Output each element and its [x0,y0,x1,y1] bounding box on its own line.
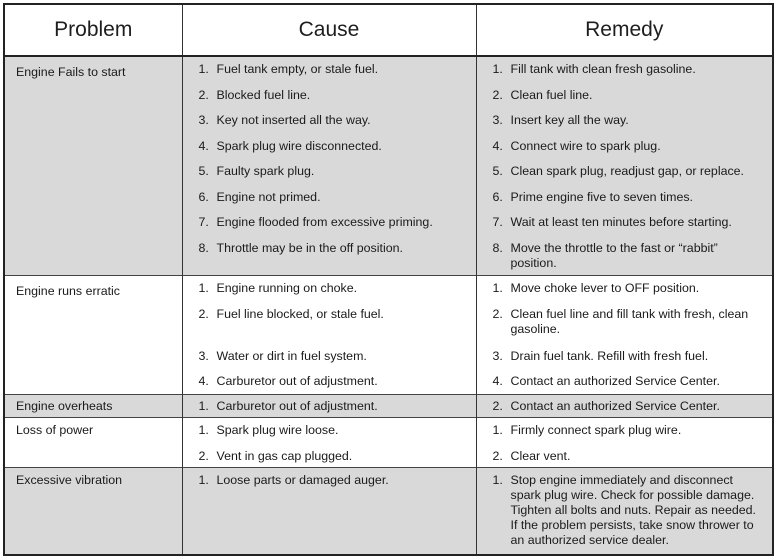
cause-item: 1. Engine running on choke. [198,281,358,295]
remedy-item: 2. Clean fuel line and fill tank with fresh, clean gasoline. [492,307,749,336]
problem-cell [4,56,182,276]
table-row [4,276,773,395]
cause-item: 4. Spark plug wire disconnected. [198,139,382,153]
remedy-cell [476,395,773,418]
problem-header: Problem [4,4,182,56]
cause-item: 3. Water or dirt in fuel system. [198,349,367,363]
remedy-item: 2. Clear vent. [492,449,571,463]
cause-cell [182,276,476,395]
problem-cell [4,276,182,395]
remedy-item: 1. Firmly connect spark plug wire. [492,423,682,437]
remedy-item: 5. Clean spark plug, readjust gap, or replace. [492,164,744,178]
cause-item: 2. Fuel line blocked, or stale fuel. [198,307,384,321]
cause-item: 1. Spark plug wire loose. [198,423,339,437]
table-row [4,395,773,418]
remedy-item: 8. Move the throttle to the fast or “rabbit” position. [492,241,718,270]
cause-item: 2. Vent in gas cap plugged. [198,449,353,463]
table-row [4,418,773,468]
problem-label: Loss of power [16,423,94,437]
cause-item: 3. Key not inserted all the way. [198,113,371,127]
cause-item: 1. Loose parts or damaged auger. [198,473,389,487]
cause-item: 4. Carburetor out of adjustment. [198,374,378,388]
cause-item: 1. Carburetor out of adjustment. [198,399,378,413]
remedy-item: 2. Clean fuel line. [492,88,593,102]
cause-item: 5. Faulty spark plug. [198,164,315,178]
cause-item: 1. Fuel tank empty, or stale fuel. [198,62,379,76]
cause-cell [182,395,476,418]
cause-cell [182,56,476,276]
remedy-cell [476,418,773,468]
cause-item: 7. Engine flooded from excessive priming. [198,215,433,229]
remedy-cell [476,56,773,276]
problem-cell [4,418,182,468]
problem-label: Excessive vibration [16,473,123,487]
cause-cell [182,418,476,468]
problem-cell [4,395,182,418]
cause-cell [182,468,476,556]
problem-label: Engine overheats [16,399,113,413]
table-row [4,56,773,276]
cause-item: 2. Blocked fuel line. [198,88,311,102]
remedy-cell [476,468,773,556]
remedy-item: 1. Stop engine immediately and disconnect spark plug wire. Check for possible damage. Tighten all bolts and nuts. Repair as needed. If the problem persists, take snow thrower to an authorized service dealer. [492,473,756,547]
cause-item: 8. Throttle may be in the off position. [198,241,403,255]
remedy-item: 3. Drain fuel tank. Refill with fresh fuel. [492,349,709,363]
remedy-item: 7. Wait at least ten minutes before starting. [492,215,732,229]
remedy-item: 2. Contact an authorized Service Center. [492,399,720,413]
cause-item: 6. Engine not primed. [198,190,321,204]
problem-label: Engine Fails to start [16,65,126,79]
remedy-item: 1. Fill tank with clean fresh gasoline. [492,62,696,76]
remedy-item: 4. Contact an authorized Service Center. [492,374,720,388]
table-row [4,468,773,556]
header-row [4,4,773,56]
remedy-item: 6. Prime engine five to seven times. [492,190,694,204]
problem-cell [4,468,182,556]
cause-header: Cause [182,4,476,56]
remedy-header: Remedy [476,4,773,56]
remedy-item: 3. Insert key all the way. [492,113,629,127]
problem-label: Engine runs erratic [16,284,120,298]
remedy-item: 4. Connect wire to spark plug. [492,139,661,153]
remedy-item: 1. Move choke lever to OFF position. [492,281,700,295]
troubleshooting-table [3,3,774,556]
remedy-cell [476,276,773,395]
